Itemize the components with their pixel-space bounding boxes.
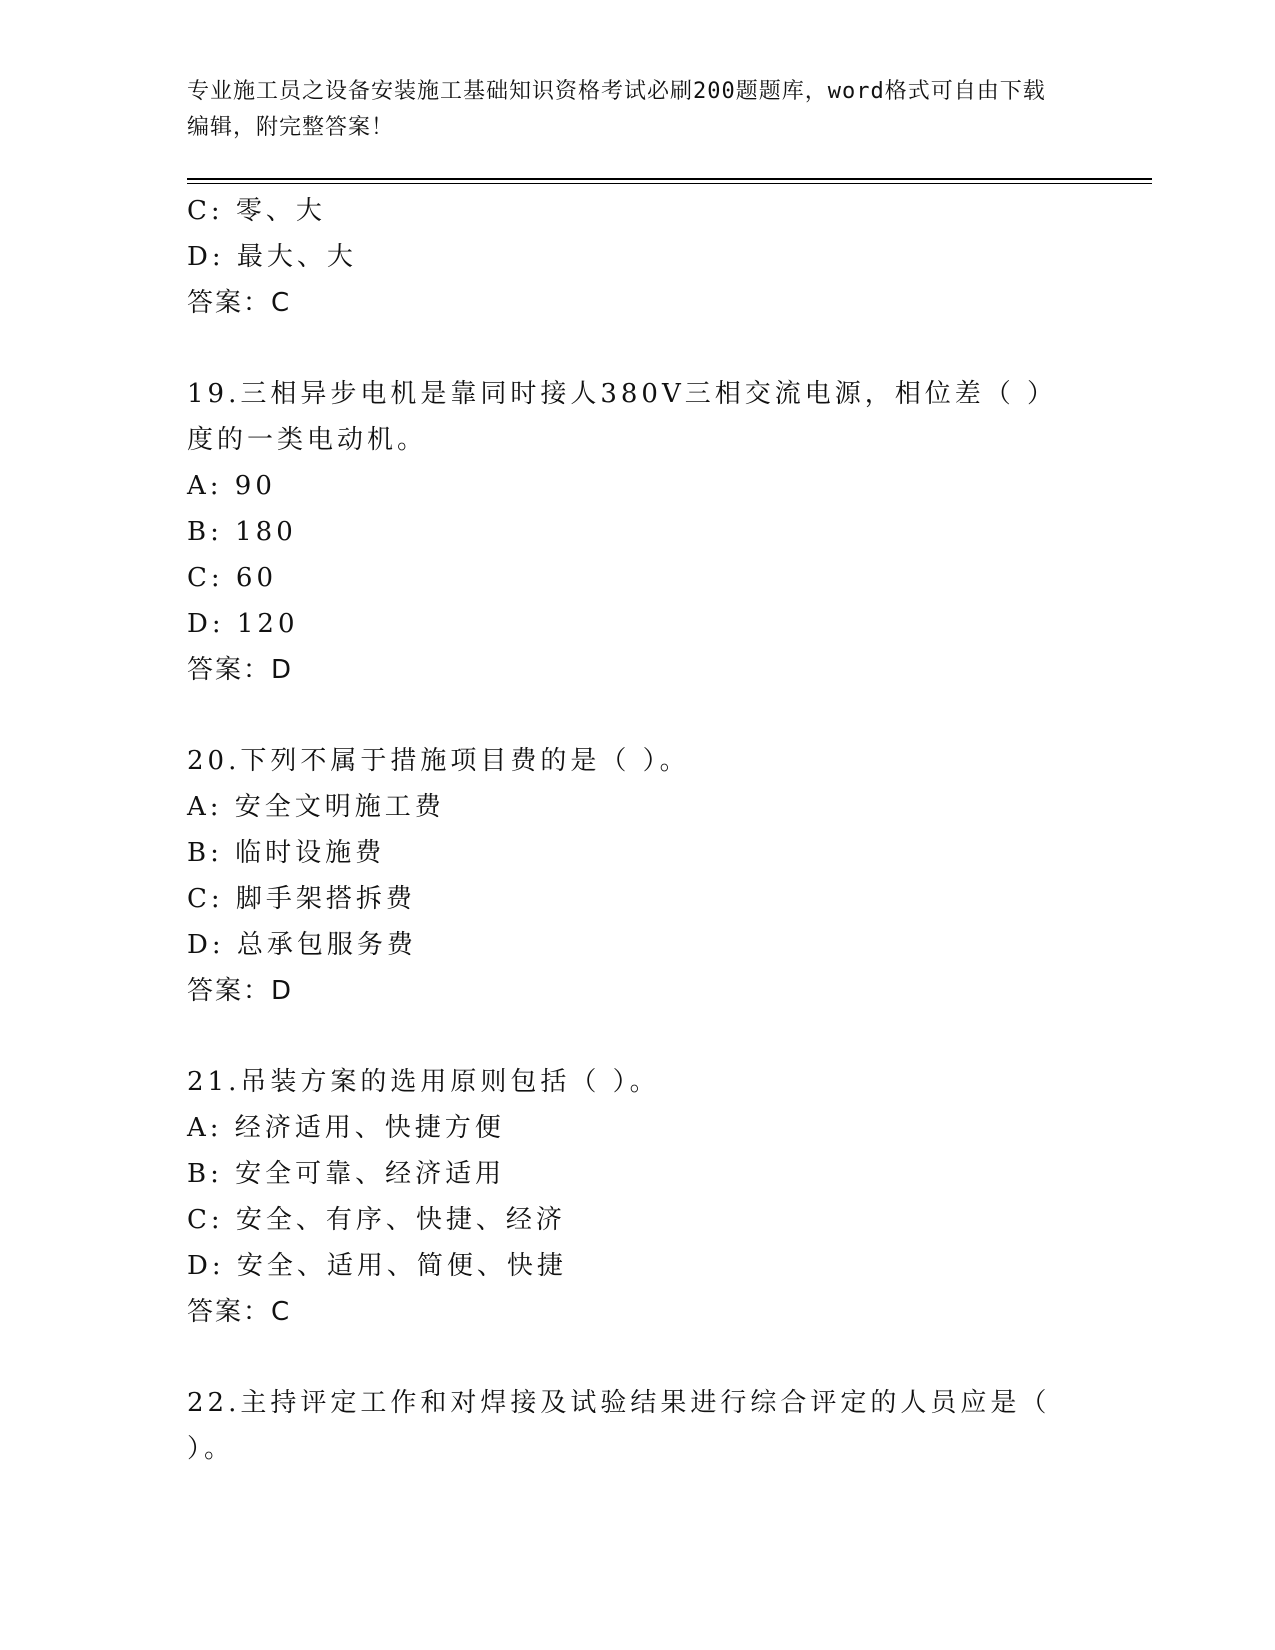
answer-line: 答案：C	[187, 288, 292, 318]
question-stem: 19.三相异步电机是靠同时接人380V三相交流电源，相位差（ ）度的一类电动机。	[187, 379, 1058, 455]
spacer	[187, 693, 1087, 738]
question-list	[187, 188, 1087, 1472]
option-d: D: 120	[187, 609, 299, 639]
header-divider-thick	[187, 178, 1152, 180]
answer-line: 答案：C	[187, 1297, 292, 1327]
question-stem: 20.下列不属于措施项目费的是（ ）。	[187, 746, 690, 776]
option-c: C: 零、大	[187, 196, 326, 226]
option-d: D: 总承包服务费	[187, 930, 417, 960]
option-a: A: 经济适用、快捷方便	[187, 1113, 505, 1143]
question-18-continuation	[187, 188, 1087, 326]
question-20	[187, 738, 1087, 1014]
question-22	[187, 1380, 1087, 1472]
answer-line: 答案：D	[187, 655, 294, 685]
option-c: C: 60	[187, 563, 278, 593]
answer-line: 答案：D	[187, 976, 294, 1006]
spacer	[187, 326, 1087, 371]
option-d: D: 安全、适用、简便、快捷	[187, 1251, 567, 1281]
option-a: A: 90	[187, 471, 276, 501]
option-a: A: 安全文明施工费	[187, 792, 445, 822]
question-19	[187, 371, 1087, 693]
spacer	[187, 1014, 1087, 1059]
header-divider-thin	[187, 183, 1152, 184]
option-b: B: 180	[187, 517, 297, 547]
question-stem: 21.吊装方案的选用原则包括（ ）。	[187, 1067, 660, 1097]
question-stem: 22.主持评定工作和对焊接及试验结果进行综合评定的人员应是（ ）。	[187, 1388, 1051, 1464]
spacer	[187, 1335, 1087, 1380]
document-header: 专业施工员之设备安装施工基础知识资格考试必刷200题题库，word格式可自由下载编辑，附完整答案！	[187, 79, 1046, 140]
option-d: D: 最大、大	[187, 242, 357, 272]
question-21	[187, 1059, 1087, 1335]
option-c: C: 脚手架搭拆费	[187, 884, 416, 914]
option-b: B: 临时设施费	[187, 838, 386, 868]
option-c: C: 安全、有序、快捷、经济	[187, 1205, 566, 1235]
option-b: B: 安全可靠、经济适用	[187, 1159, 506, 1189]
